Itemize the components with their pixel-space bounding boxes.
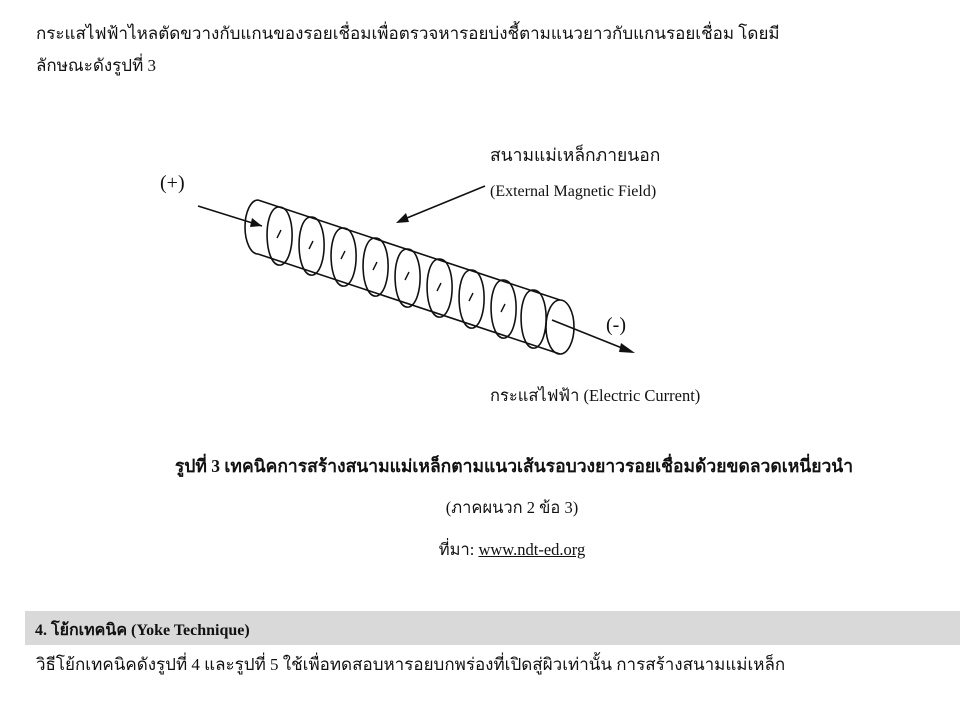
- electric-current-label: กระแสไฟฟ้า (Electric Current): [490, 386, 701, 405]
- intro-line-1: กระแสไฟฟ้าไหลตัดขวางกับแกนของรอยเชื่อมเพื่อตรวจหารอยบ่งชี้ตามแนวยาวกับแกนรอยเชื่อม โดยมี: [36, 24, 780, 43]
- cylinder-back-end: [245, 200, 258, 254]
- current-arrowhead-out: [619, 343, 635, 353]
- figure-source-prefix: ที่มา:: [438, 540, 475, 559]
- current-arrow-out: [552, 320, 632, 352]
- coil-diagram: [180, 160, 650, 360]
- figure-appendix-note: (ภาคผนวก 2 ข้อ 3): [445, 498, 579, 517]
- external-field-label-english: (External Magnetic Field): [490, 183, 657, 200]
- figure-source-link[interactable]: www.ndt-ed.org: [478, 540, 586, 559]
- current-arrowhead-in: [250, 218, 262, 227]
- field-pointer-arrowhead: [396, 213, 409, 223]
- figure-source: [0, 537, 960, 563]
- figure-caption: รูปที่ 3 เทคนิคการสร้างสนามแม่เหล็กตามแนวเส้นรอบวงยาวรอยเชื่อมด้วยขดลวดเหนี่ยวนำ: [174, 456, 854, 476]
- body-line-1: วิธีโย้กเทคนิคดังรูปที่ 4 และรูปที่ 5 ใช้เพื่อทดสอบหารอยบกพร่องที่เปิดสู่ผิวเท่านั้น การสร้างสนามแม่เหล็ก: [36, 655, 786, 674]
- section-header-bar: [25, 611, 960, 645]
- intro-paragraph: [36, 18, 936, 82]
- positive-terminal-label: (+): [160, 172, 185, 194]
- intro-line-2: ลักษณะดังรูปที่ 3: [36, 56, 157, 75]
- cylinder-top-edge: [258, 200, 560, 300]
- body-paragraph: [36, 649, 936, 681]
- external-field-label-thai: สนามแม่เหล็กภายนอก: [490, 145, 661, 165]
- field-pointer-line: [402, 186, 485, 220]
- negative-terminal-label: (-): [606, 314, 626, 336]
- section-heading: 4. โย้กเทคนิค (Yoke Technique): [35, 622, 250, 639]
